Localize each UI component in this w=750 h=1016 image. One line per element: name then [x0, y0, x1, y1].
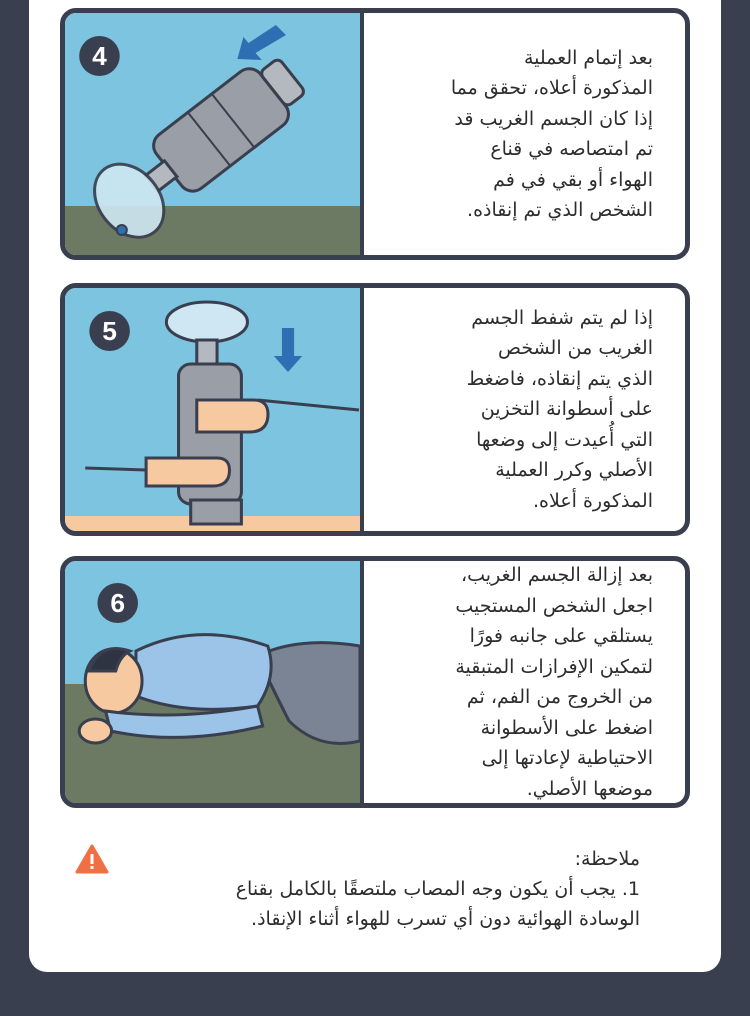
note-body: 1. يجب أن يكون وجه المصاب ملتصقًا بالكامل بقناع الوسادة الهوائية دون أي تسرب للهواء أثناء الإنقاذ.: [235, 878, 640, 930]
step-card-4: [60, 8, 690, 260]
step-6-text: [364, 561, 685, 803]
step-number: 6: [110, 588, 126, 618]
step-5-text: [364, 288, 685, 531]
note-title: ملاحظة:: [574, 848, 640, 870]
step-6-illustration: [65, 561, 364, 803]
step-card-6: [60, 556, 690, 808]
person-recovery-position-illustration: [79, 635, 360, 744]
step-4-text: [364, 13, 685, 255]
step-4-illustration: [65, 13, 364, 255]
step-card-5: [60, 283, 690, 536]
note-section: [64, 838, 684, 938]
step-number: 5: [102, 316, 117, 346]
step-description: بعد إزالة الجسم الغريب، اجعل الشخص المستجيب يستلقي على جانبه فورًا لتمكين الإفرازات المتبقية من الخروج من الفم، ثم اضغط على الأسطوانة الاحتياطية لإعادتها إلى موضعها الأصلي.: [455, 564, 653, 800]
step-description: بعد إتمام العملية المذكورة أعلاه، تحقق مما إذا كان الجسم الغريب قد تم امتصاصه في قناع الهواء أو بقي في فم الشخص الذي تم إنقاذه.: [450, 46, 653, 221]
foreign-object: [117, 225, 127, 235]
step-5-illustration: [65, 288, 364, 531]
step-description: إذا لم يتم شفط الجسم الغريب من الشخص الذي يتم إنقاذه، فاضغط على أسطوانة التخزين التي أُعيدت إلى وضعها الأصلي وكرر العملية المذكورة أعلاه.: [466, 306, 653, 512]
step-number: 4: [92, 41, 107, 71]
